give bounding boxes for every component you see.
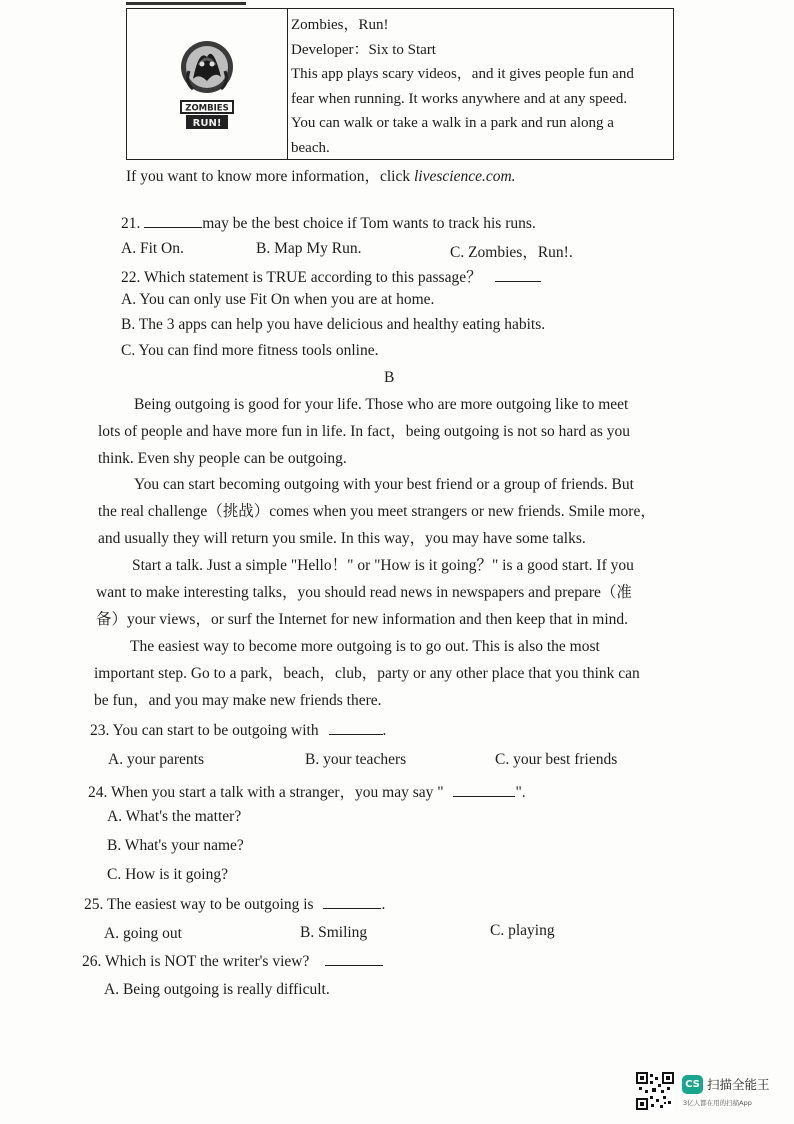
passage-line: 备）your views，or surf the Internet for new information and then keep that in mind. [96, 610, 629, 628]
logo-word-zombies: ZOMBIES [185, 103, 229, 114]
q22-option-b: B. The 3 apps can help you have delicious and healthy eating habits. [121, 316, 546, 333]
zombies-run-logo-icon [173, 35, 241, 135]
logo-word-run: RUN! [192, 118, 222, 129]
q23-option-a: A. your parents [108, 751, 204, 768]
q21-option-a: A. Fit On. [121, 240, 184, 257]
answer-blank[interactable] [325, 953, 383, 966]
question-23 [90, 722, 386, 740]
top-rule [126, 2, 246, 5]
q24-end: ". [515, 784, 526, 801]
app-description [291, 13, 671, 160]
q22-option-a: A. You can only use Fit On when you are at home. [121, 291, 435, 308]
q22-option-c: C. You can find more fitness tools online. [121, 342, 379, 359]
q21-number: 21. [121, 215, 141, 232]
q23-end: . [382, 722, 387, 739]
q21-option-c: C. Zombies，Run!. [450, 244, 573, 261]
app-desc-line: fear when running. It works anywhere and at any speed. [291, 90, 628, 107]
passage-line: Being outgoing is good for your life. Those who are more outgoing like to meet [134, 396, 629, 413]
q23-option-c: C. your best friends [495, 751, 618, 768]
q22-stem: 22. Which statement is TRUE according to this passage？ [121, 269, 482, 286]
passage-line: The easiest way to become more outgoing is to go out. This is also the most [130, 638, 600, 655]
more-info-line [126, 164, 516, 186]
question-26 [82, 953, 383, 971]
camscanner-name: 扫描全能王 [707, 1077, 770, 1092]
answer-blank[interactable] [495, 269, 541, 282]
q25-stem: 25. The easiest way to be outgoing is [84, 896, 314, 913]
q26-stem: 26. Which is NOT the writer's view? [82, 953, 310, 970]
q24-option-c: C. How is it going? [107, 866, 228, 883]
app-name: Zombies，Run! [291, 17, 389, 33]
q23-option-b: B. your teachers [305, 751, 407, 768]
question-22 [121, 265, 541, 287]
passage-line: Start a talk. Just a simple "Hello！" or "How is it going？" is a good start. If you [132, 557, 634, 574]
q25-option-c: C. playing [490, 922, 555, 939]
more-info-text: If you want to know more information，click [126, 168, 414, 185]
q24-option-a: A. What's the matter? [107, 808, 242, 825]
app-desc-line: beach. [291, 139, 330, 156]
passage-paragraph-2 [98, 472, 656, 552]
passage-line: be fun，and you may make new friends there. [94, 691, 382, 709]
passage-line: and usually they will return you smile. In this way，you may have some talks. [98, 529, 586, 547]
q25-option-a: A. going out [104, 925, 182, 942]
passage-line: important step. Go to a park，beach，club，party or any other place that you think can [94, 664, 640, 682]
q24-option-b: B. What's your name? [107, 837, 244, 854]
app-desc-line: This app plays scary videos，and it gives people fun and [291, 66, 634, 82]
app-card [126, 8, 674, 160]
passage-line: think. Even shy people can be outgoing. [98, 449, 347, 467]
q26-option-a: A. Being outgoing is really difficult. [104, 981, 330, 998]
passage-line: the real challenge（挑战）comes when you meet strangers or new friends. Smile more， [98, 502, 656, 520]
q24-stem: 24. When you start a talk with a stranger，you may say " [88, 784, 444, 801]
qr-code-icon [636, 1072, 674, 1110]
q21-stem: may be the best choice if Tom wants to track his runs. [202, 215, 536, 232]
more-info-link[interactable]: livescience.com. [413, 168, 516, 185]
passage-line: lots of people and have more fun in life. In fact，being outgoing is not so hard as you [98, 422, 631, 440]
app-desc-line: You can walk or take a walk in a park and run along a [291, 115, 614, 131]
section-b-heading: B [384, 369, 395, 386]
question-25 [84, 896, 385, 914]
answer-blank[interactable] [453, 784, 515, 797]
answer-blank[interactable] [144, 215, 202, 228]
q21-option-b: B. Map My Run. [256, 240, 362, 257]
q25-option-b: B. Smiling [300, 924, 368, 941]
answer-blank[interactable] [323, 896, 381, 909]
passage-line: You can start becoming outgoing with your best friend or a group of friends. But [134, 476, 634, 493]
q23-stem: 23. You can start to be outgoing with [90, 722, 319, 739]
app-logo-cell [127, 9, 288, 159]
answer-blank[interactable] [329, 722, 383, 735]
camscanner-logo-icon: CS [682, 1075, 703, 1094]
question-21 [121, 215, 536, 233]
question-24 [88, 780, 526, 802]
app-developer: Developer：Six to Start [291, 41, 436, 58]
passage-paragraph-4 [94, 634, 640, 714]
passage-line: want to make interesting talks，you should read news in newspapers and prepare（准 [96, 583, 632, 601]
passage-paragraph-1 [98, 392, 630, 472]
q25-end: . [381, 896, 386, 913]
passage-paragraph-3 [96, 553, 634, 633]
camscanner-tagline: 3亿人都在用的扫描App [683, 1099, 752, 1107]
